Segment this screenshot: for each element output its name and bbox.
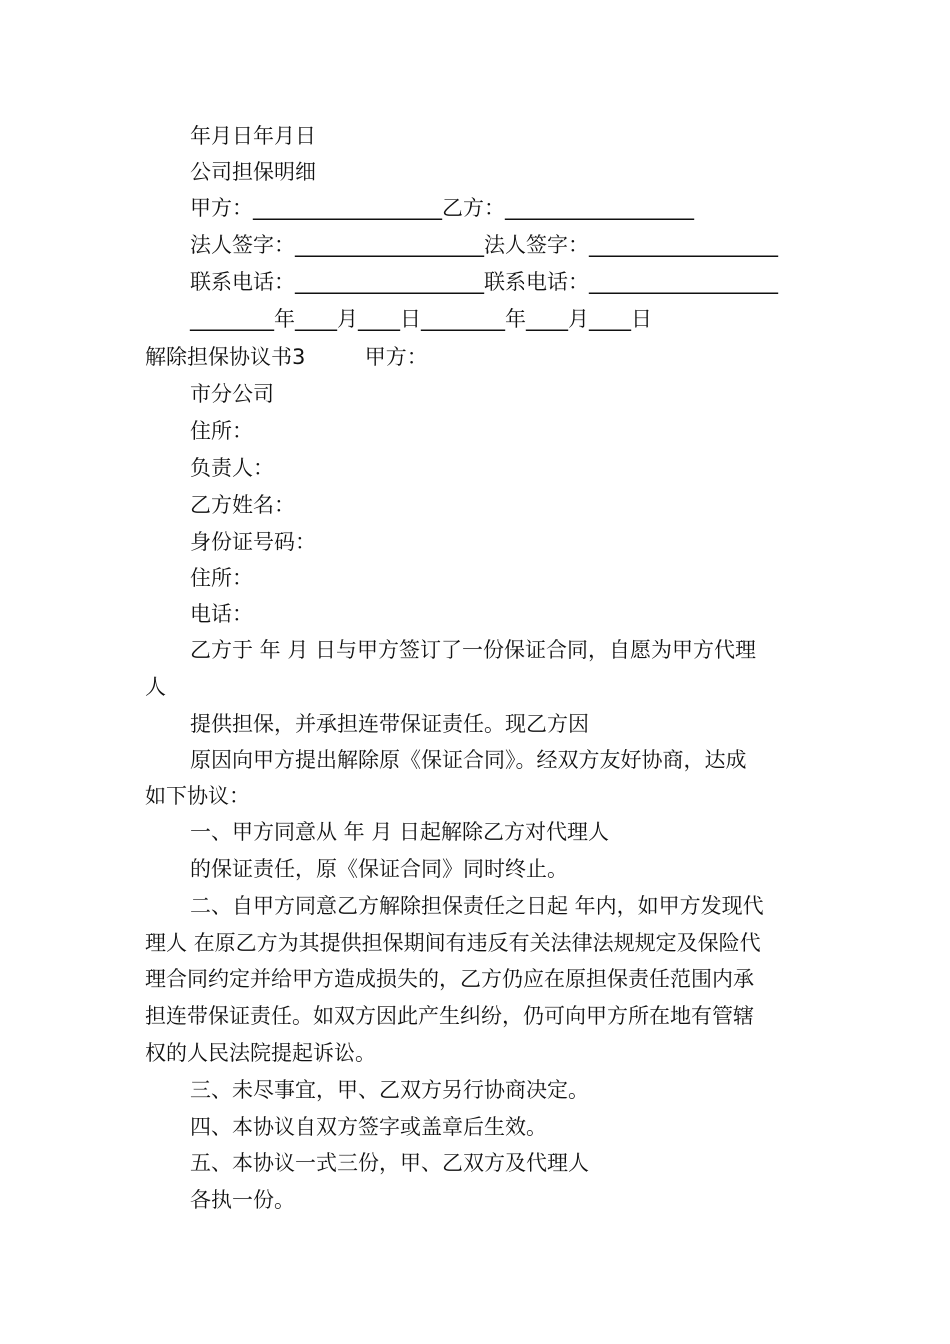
contact-phone-line: 联系电话：__________________联系电话：__________________: [190, 270, 778, 294]
paragraph-line: 乙方于 年 月 日与甲方签订了一份保证合同，自愿为甲方代理: [190, 638, 757, 662]
responsible-person-label: 负责人：: [190, 456, 274, 480]
party-line: 甲方：__________________乙方：__________________: [190, 196, 694, 220]
section-title: 解除担保协议书3: [145, 345, 306, 369]
party-b-name-label: 乙方姓名：: [190, 493, 295, 517]
signing-date-line: ________年____月____日________年____月____日: [190, 307, 652, 331]
id-number-label: 身份证号码：: [190, 530, 316, 554]
paragraph-line: 人: [145, 675, 166, 699]
clause-1-cont: 的保证责任，原《保证合同》同时终止。: [190, 857, 568, 881]
paragraph-line: 如下协议：: [145, 784, 250, 808]
clause-5-cont: 各执一份。: [190, 1188, 295, 1212]
address-label-b: 住所：: [190, 566, 253, 590]
paragraph-line: 提供担保，并承担连带保证责任。现乙方因: [190, 712, 589, 736]
paragraph-line: 原因向甲方提出解除原《保证合同》。经双方友好协商，达成: [190, 748, 747, 772]
clause-1: 一、甲方同意从 年 月 日起解除乙方对代理人: [190, 820, 610, 844]
clause-2-cont: 理人 在原乙方为其提供担保期间有违反有关法律法规规定及保险代: [145, 931, 761, 955]
party-a-label: 甲方：: [364, 345, 428, 369]
clause-2-cont: 担连带保证责任。如双方因此产生纠纷，仍可向甲方所在地有管辖: [145, 1004, 754, 1028]
phone-label: 电话：: [190, 602, 253, 626]
clause-2-cont: 理合同约定并给甲方造成损失的，乙方仍应在原担保责任范围内承: [145, 967, 754, 991]
date-line: 年月日年月日: [190, 124, 316, 148]
clause-5: 五、本协议一式三份，甲、乙双方及代理人: [190, 1151, 589, 1175]
clause-2: 二、自甲方同意乙方解除担保责任之日起 年内，如甲方发现代: [190, 894, 764, 918]
legal-signature-line: 法人签字：__________________法人签字：__________________: [190, 233, 778, 257]
clause-3: 三、未尽事宜，甲、乙双方另行协商决定。: [190, 1078, 589, 1102]
clause-4: 四、本协议自双方签字或盖章后生效。: [190, 1115, 547, 1139]
company-guarantee-detail: 公司担保明细: [190, 160, 316, 184]
clause-2-cont: 权的人民法院提起诉讼。: [145, 1041, 376, 1065]
party-a-company: 市分公司: [190, 382, 274, 406]
address-label-a: 住所：: [190, 419, 253, 443]
section-heading-row: [145, 345, 807, 369]
